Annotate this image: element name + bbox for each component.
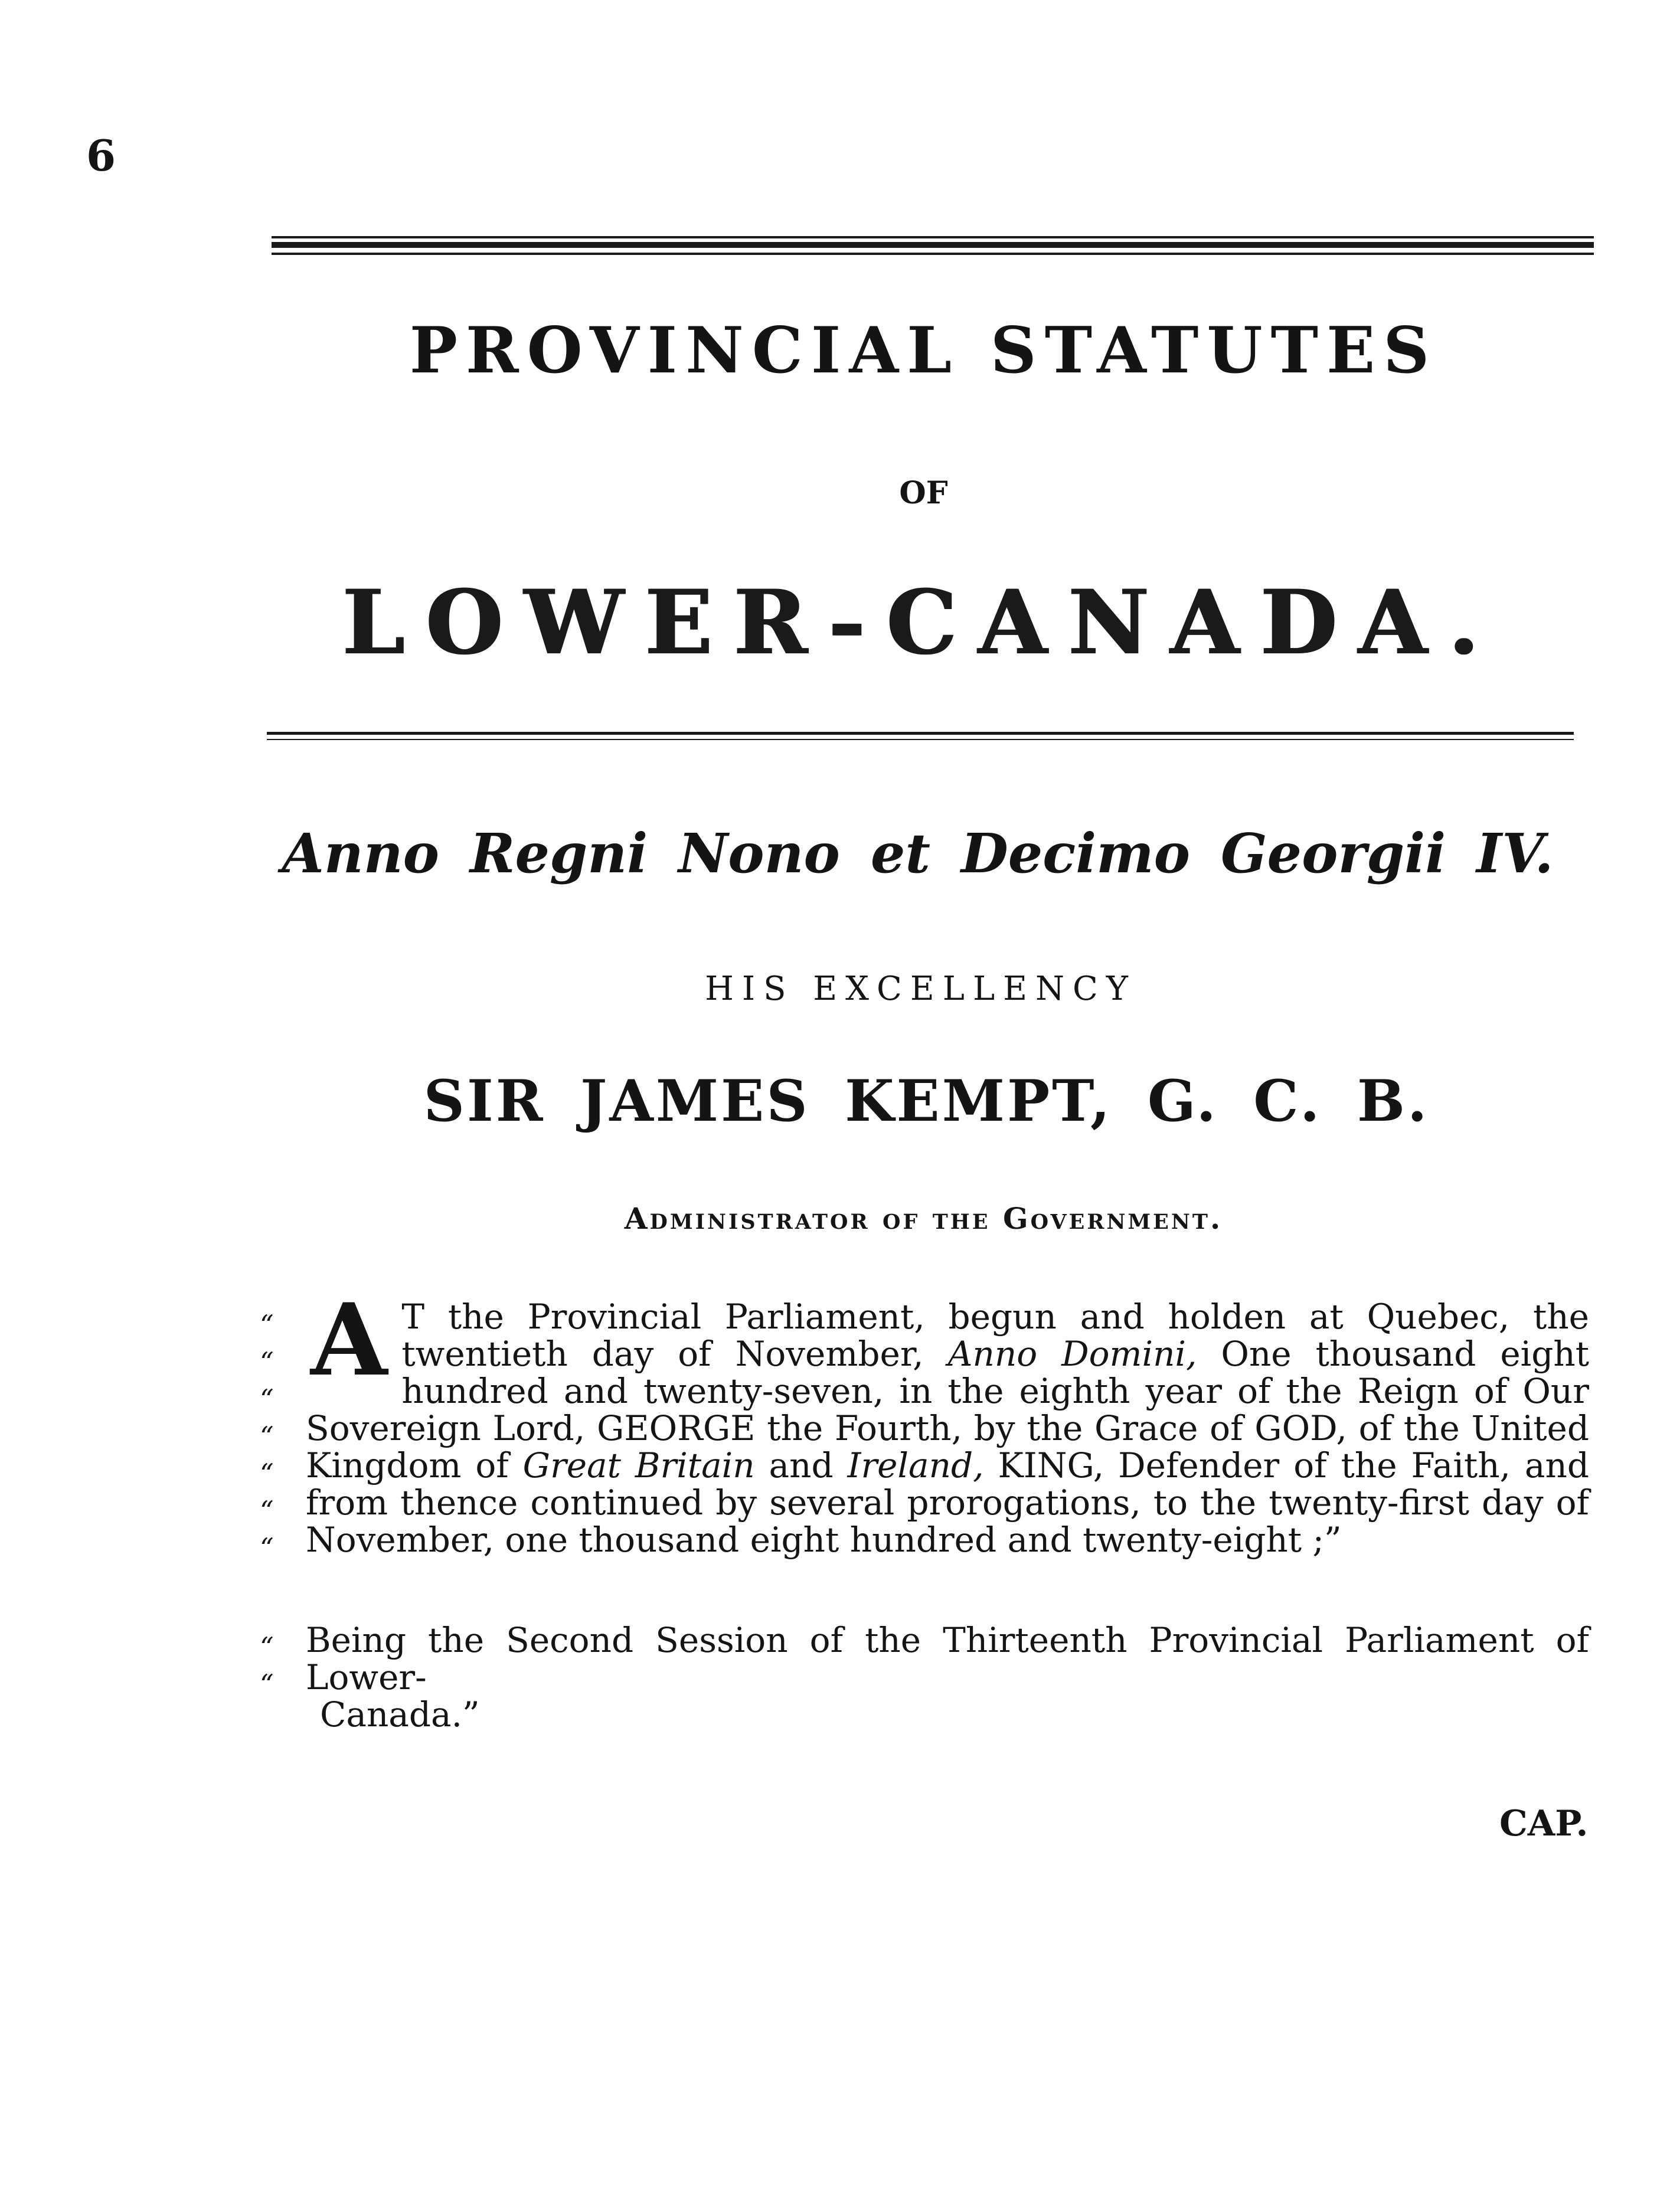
page-number: 6: [86, 130, 116, 181]
header-rule-bottom: [272, 253, 1594, 255]
his-excellency: HIS EXCELLENCY: [705, 970, 1136, 1008]
governor-name: SIR JAMES KEMPT, G. C. B.: [423, 1068, 1430, 1134]
quote-mark: “: [260, 1383, 274, 1415]
preamble-paragraph: [306, 1281, 1590, 1560]
divider-rule-thin: [267, 739, 1574, 740]
preamble-text: KING, Defender of the Faith, and from thence continued by several prorogations, to the twenty-first day of November, one thousand eight hundred and twenty-eight ;”: [306, 1445, 1589, 1560]
preamble-quote-marks: [260, 1307, 274, 1567]
preamble-text: and: [754, 1445, 848, 1485]
quote-mark: “: [260, 1668, 274, 1700]
governor-title: Administrator of the Government.: [624, 1201, 1223, 1236]
session-line-2: Canada.”: [320, 1694, 480, 1735]
title-of: OF: [899, 475, 948, 511]
quote-mark: “: [260, 1421, 274, 1452]
preamble-italic: Anno Domini,: [947, 1334, 1197, 1374]
divider-rule: [267, 732, 1574, 735]
preamble-text: One thousand eight hundred and twenty-seven, in the eighth year of the Reign of Our Sovereign Lord, GEORGE the Fourth, by the Grace of GOD, of the United Kingdom of: [306, 1334, 1590, 1485]
drop-cap: A: [311, 1281, 388, 1398]
preamble-text: T the Provincial Parliament, begun and holden at Quebec, the twentieth day of November,: [401, 1297, 1589, 1374]
session-quote-marks: [260, 1629, 274, 1703]
preamble-italic: Ireland,: [847, 1445, 984, 1485]
quote-mark: “: [260, 1495, 274, 1527]
preamble-italic: Great Britain: [522, 1445, 755, 1485]
quote-mark: “: [260, 1631, 274, 1663]
quote-mark: “: [260, 1309, 274, 1341]
quote-mark: “: [260, 1346, 274, 1378]
catchword: CAP.: [1499, 1803, 1589, 1844]
session-line-1: Being the Second Session of the Thirteenth Provincial Parliament of Lower-: [306, 1620, 1589, 1697]
title-provincial-statutes: PROVINCIAL STATUTES: [409, 313, 1438, 388]
quote-mark: “: [260, 1458, 274, 1490]
session-paragraph: [306, 1622, 1589, 1733]
header-rule-top: [272, 236, 1594, 238]
header-rule-thick: [272, 242, 1594, 248]
title-lower-canada: LOWER-CANADA.: [341, 571, 1500, 675]
quote-mark: “: [260, 1532, 274, 1564]
regnal-year: Anno Regni Nono et Decimo Georgii IV.: [282, 822, 1554, 885]
